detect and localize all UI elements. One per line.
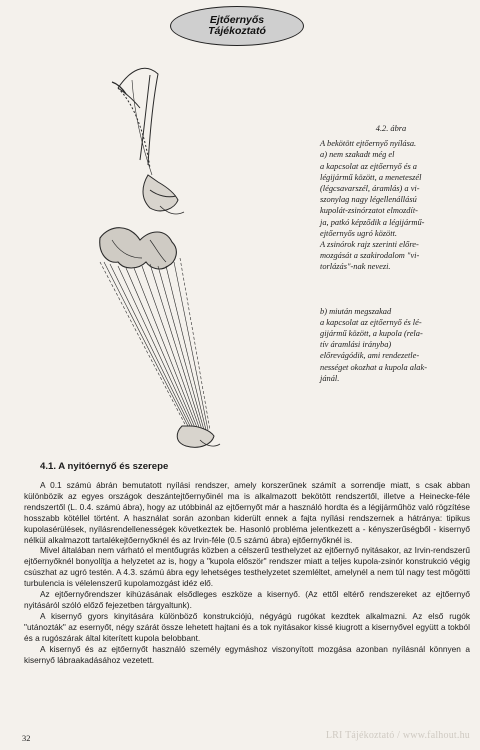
caption-line: A bekötött ejtőernyő nyílása.: [320, 139, 417, 149]
caption-line: b) miután megszakad: [320, 306, 392, 316]
body-text: [24, 480, 470, 665]
canopy-sketch: [100, 228, 220, 448]
caption-line: légijármű között, a meneteszél: [320, 172, 422, 182]
caption-line: A zsinórok rajz szerinti előre-: [320, 240, 419, 250]
caption-line: nességet okozhat a kupola alak-: [320, 362, 427, 372]
caption-line: a kapcsolat az ejtőernyő és a: [320, 161, 417, 171]
page-number: 32: [22, 734, 31, 743]
caption-line: jánál.: [320, 373, 340, 383]
caption-line: mozgását a szakirodalom "vi-: [320, 251, 420, 261]
body-paragraph: A 0.1 számú ábrán bemutatott nyílási rendszer, amely korszerűnek számít a sorrendje miatt, s csak abban különbözik az egyes országok deszántejtőernyőinél ma is alkalmazott bekötött rendszertől, illetve a Heinecke-féle rendszertől (L. 0.4. számú ábra), hogy az utóbbinál az ejtőernyőt már a használó hordta és a légijárműhöz való rögzítése hosszabb kötéllel történt. A használat során azonban kiderült ennek a fajta nyílási rendszernek a hátránya: tipikus kupolasérülések, nyílásrendellenességek következtek be. Hasonló probléma jelentkezett a - kényszerűségből - kisernyő nélkül alkalmazott tartalékejtőernyőknél és az Irvin-féle (0.5 számú ábra) ejtőernyőknél is.: [24, 480, 470, 545]
body-paragraph: Mivel általában nem várható el mentőugrás közben a célszerű testhelyzet az ejtőernyő nyitásakor, az Irvin-rendszerű ejtőernyőknél bonyolítja a helyzetet az is, hogy a "kupola először" rendszer miatt a teljes kupola-zsinór konstrukció végig csúszhat az ugró testén. A 4.3. számú ábra egy lehetséges testhelyzetet szemléltet, amelynél a nem túl nagy test mögötti turbulencia is vélelenszerű kupolamozgást idéz elő.: [24, 545, 470, 589]
streamer-sketch: [112, 68, 184, 214]
section-heading: 4.1. A nyitóernyő és szerepe: [40, 461, 169, 472]
figure-number: 4.2. ábra: [375, 124, 407, 133]
figure-caption: [320, 123, 472, 384]
body-paragraph: A kisernyő gyors kinyitására különböző konstrukciójú, négyágú rugókat kezdtek alkalmazni. Az első rugók "utánozták" az esernyőt, négy szárát össze lehetett hajtani és a tok nyitásakor kissé kiugrott a kisernyővel együtt a tokból és a rugószárak által kiterített kupola belobbant.: [24, 610, 470, 643]
header-title-line2: Tájékoztató: [208, 25, 266, 37]
body-paragraph: A kisernyő és az ejtőernyőt használó személy egymáshoz viszonyított mozgása azonban nyílásnál könnyen a kisernyő lábraakadásához vezetett.: [24, 643, 470, 665]
caption-line: kupolát-zsinórzatot elmozdít-: [320, 206, 418, 216]
caption-line: szonylag nagy légellenállású: [320, 195, 417, 205]
caption-line: torlázás"-nak nevezi.: [320, 262, 391, 272]
caption-line: a kapcsolat az ejtőernyő és lé-: [320, 317, 422, 327]
caption-line: előrevágódik, ami rendezetle-: [320, 351, 420, 361]
footer-credit: LRI Tájékoztató / www.falhout.hu: [325, 730, 470, 741]
caption-line: ejtőernyős ugró között.: [320, 228, 397, 238]
caption-line: ja, patkó képződik a légijármű-: [320, 217, 425, 227]
body-paragraph: Az ejtőernyőrendszer kihúzásának elsődleges eszköze a kisernyő. (Az ettől eltérő rendszereket az ejtőernyő nyitásáról szóló előző fejezetben tárgyaltunk).: [24, 589, 470, 610]
caption-line: a) nem szakadt még el: [320, 150, 395, 160]
caption-line: tív áramlási irányba): [320, 340, 392, 350]
caption-line: gijármű között, a kupola (rela-: [320, 329, 423, 339]
header-title-line1: Ejtőernyős: [209, 14, 265, 26]
caption-line: (légcsavarszél, áramlás) a vi-: [320, 184, 420, 194]
